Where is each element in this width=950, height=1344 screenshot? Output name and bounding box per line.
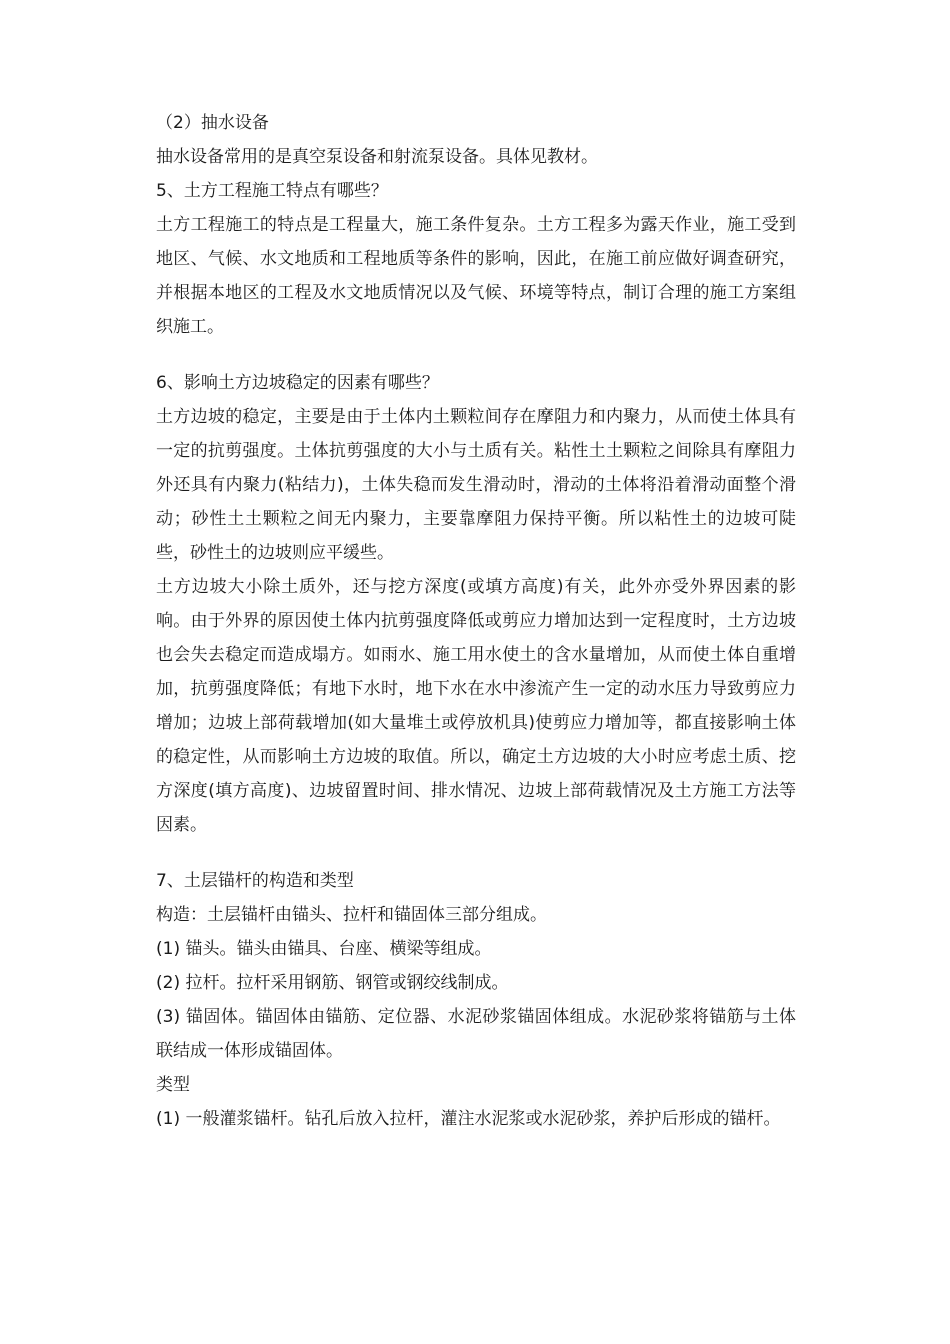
q6-paragraph-2: 土方边坡大小除土质外，还与挖方深度(或填方高度)有关，此外亦受外界因素的影响。由于外界的原因使土体内抗剪强度降低或剪应力增加达到一定程度时，土方边坡也会失去稳定而造成塌方。如雨水、施工用水使土的含水量增加，从而使土体自重增加，抗剪强度降低；有地下水时，地下水在水中渗流产生一定的动水压力导致剪应力增加；边坡上部荷载增加(如大量堆土或停放机具)使剪应力增加等，都直接影响土体的稳定性，从而影响土方边坡的取值。所以，确定土方边坡的大小时应考虑土质、挖方深度(填方高度)、边坡留置时间、排水情况、边坡上部荷载情况及土方施工方法等因素。 (156, 577, 796, 835)
pump-text: 抽水设备常用的是真空泵设备和射流泵设备。具体见教材。 (156, 147, 598, 167)
q6-question: 6、影响土方边坡稳定的因素有哪些？ (156, 373, 439, 393)
q7-construction: 构造：土层锚杆由锚头、拉杆和锚固体三部分组成。 (156, 905, 547, 925)
q7-item-2: (2) 拉杆。拉杆采用钢筋、钢管或钢绞线制成。 (156, 973, 509, 993)
q7-type-1: (1) 一般灌浆锚杆。钻孔后放入拉杆，灌注水泥浆或水泥砂浆，养护后形成的锚杆。 (156, 1109, 781, 1129)
q7-item-3: (3) 锚固体。锚固体由锚筋、定位器、水泥砂浆锚固体组成。水泥砂浆将锚筋与土体联结成一体形成锚固体。 (156, 1007, 796, 1061)
q7-types-heading: 类型 (156, 1075, 190, 1095)
q7-question: 7、土层锚杆的构造和类型 (156, 871, 354, 891)
document-body (156, 106, 796, 1136)
q6-paragraph-1: 土方边坡的稳定，主要是由于土体内土颗粒间存在摩阻力和内聚力，从而使土体具有一定的抗剪强度。土体抗剪强度的大小与土质有关。粘性土土颗粒之间除具有摩阻力外还具有内聚力(粘结力)，土体失稳而发生滑动时，滑动的土体将沿着滑动面整个滑动；砂性土土颗粒之间无内聚力，主要靠摩阻力保持平衡。所以粘性土的边坡可陡些，砂性土的边坡则应平缓些。 (156, 407, 796, 563)
q5-answer: 土方工程施工的特点是工程量大，施工条件复杂。土方工程多为露天作业，施工受到地区、气候、水文地质和工程地质等条件的影响，因此，在施工前应做好调查研究，并根据本地区的工程及水文地质情况以及气候、环境等特点，制订合理的施工方案组织施工。 (156, 215, 796, 337)
q5-question: 5、土方工程施工特点有哪些？ (156, 181, 388, 201)
pump-heading: （2）抽水设备 (156, 113, 269, 133)
q7-item-1: (1) 锚头。锚头由锚具、台座、横梁等组成。 (156, 939, 492, 959)
paragraph-gap (156, 842, 796, 864)
paragraph-gap (156, 344, 796, 366)
